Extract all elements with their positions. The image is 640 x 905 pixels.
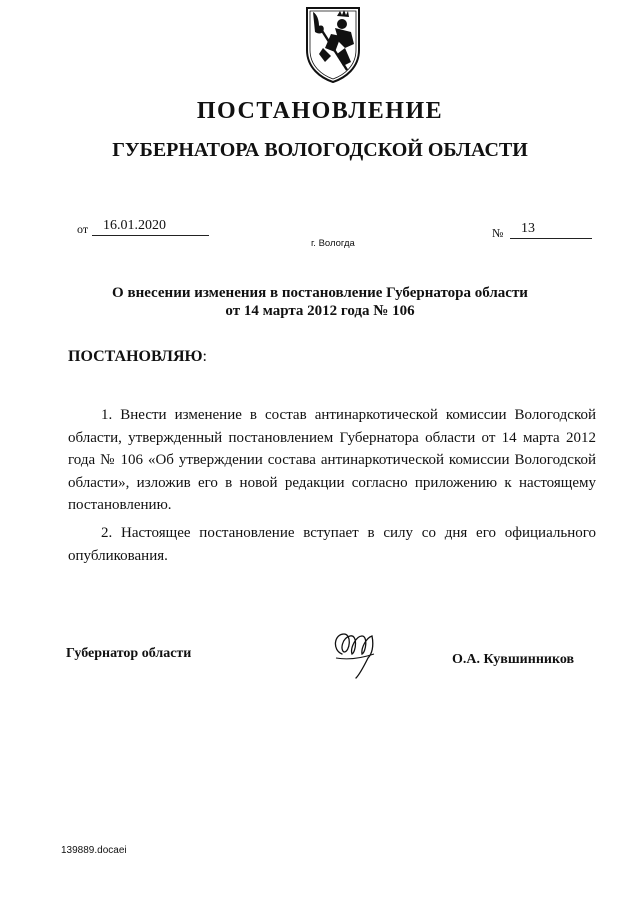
subject-line-1: О внесении изменения в постановление Губернатора области: [112, 285, 528, 301]
signatory-name: О.А. Кувшинников: [452, 652, 575, 667]
decree-word: ПОСТАНОВЛЯЮ: [68, 348, 203, 365]
document-title: ПОСТАНОВЛЕНИЕ: [196, 98, 444, 124]
paragraph-1: 1. Внести изменение в состав антинаркотической комиссии Вологодской области, утвержденный постановлением Губернатора области от 14 марта 2012 года № 106 «Об утверждении состава антинаркотической комиссии Вологодской области», изложив его в новой редакции согласно приложению к настоящему постановлению.: [68, 407, 596, 514]
paragraph-2: 2. Настоящее постановление вступает в силу со дня его официального опубликования.: [68, 524, 596, 564]
vologda-coat-of-arms-emblem: [301, 4, 365, 84]
decree-colon: :: [202, 348, 207, 365]
document-subject: [0, 284, 640, 320]
document-subtitle: ГУБЕРНАТОРА ВОЛОГОДСКОЙ ОБЛАСТИ: [112, 139, 528, 161]
decree-heading: [68, 348, 207, 366]
footer-filename: 139889.docaei: [61, 845, 127, 856]
document-body: [68, 404, 596, 567]
subject-line-2: от 14 марта 2012 года № 106: [225, 303, 415, 319]
handwritten-signature: [328, 624, 384, 680]
city-label: г. Вологда: [311, 238, 355, 249]
document-number: 13: [510, 221, 592, 239]
signatory-position: Губернатор области: [66, 646, 192, 661]
number-label: №: [492, 226, 504, 240]
document-date: 16.01.2020: [92, 218, 209, 236]
date-label: от: [77, 222, 89, 236]
